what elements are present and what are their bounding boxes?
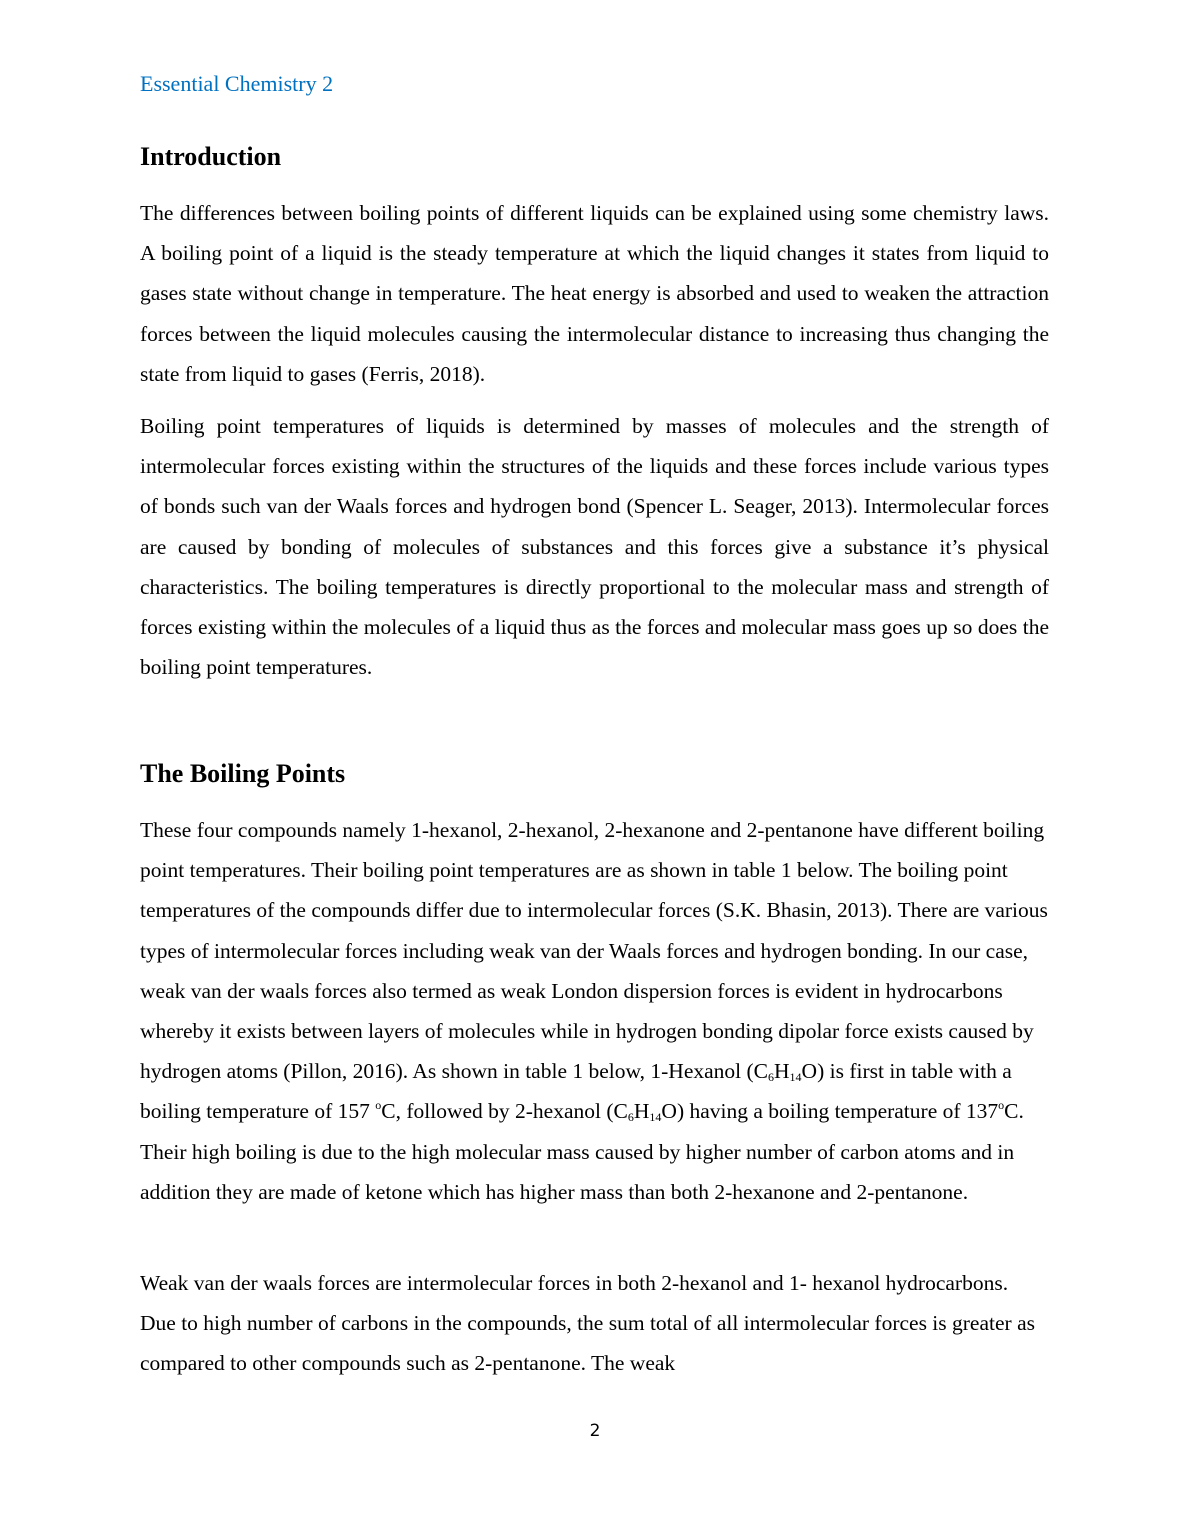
formula-subscript: 6 [627,1110,634,1125]
heading-boiling-points: The Boiling Points [140,759,346,788]
degree-mark: o [998,1098,1005,1113]
formula-subscript: 6 [768,1070,775,1085]
page-number: 2 [589,1421,601,1441]
paragraph-text-segment: C, followed by 2-hexanol ( [381,1099,614,1124]
boiling-points-paragraph-2: Weak van der waals forces are intermolecular forces in both 2-hexanol and 1- hexanol hydrocarbons. Due to high number of carbons in the compounds, the sum total of all intermolecular forces is greater as compared to other compounds such as 2-pentanone. The weak [140,1271,1035,1376]
running-header: Essential Chemistry 2 [140,71,334,96]
heading-introduction: Introduction [140,142,282,171]
formula-1-hexanol [754,1059,817,1083]
formula-element: H [774,1059,790,1084]
paragraph-text-segment: C. Their high boiling is due to the high molecular mass caused by higher number of carbon atoms and in addition they are made of ketone which has higher mass than both 2-hexanone and 2-pentanone. [140,1099,1024,1204]
intro-paragraph-2: Boiling point temperatures of liquids is determined by masses of molecules and the strength of intermolecular forces existing within the structures of the liquids and these forces include various types of bonds such van der Waals forces and hydrogen bond (Spencer L. Seager, 2013). Intermolecular forces are caused by bonding of molecules of substances and this forces give a substance it’s physical characteristics. The boiling temperatures is directly proportional to the molecular mass and strength of forces existing within the molecules of a liquid thus as the forces and molecular mass goes up so does the boiling point temperatures. [140,414,1049,680]
formula-element: C [753,1059,769,1084]
intro-paragraph-1: The differences between boiling points of different liquids can be explained using some chemistry laws. A boiling point of a liquid is the steady temperature at which the liquid changes it states from liquid to gases state without change in temperature. The heat energy is absorbed and used to weaken the attraction forces between the liquid molecules causing the intermolecular distance to increasing thus changing the state from liquid to gases (Ferris, 2018). [140,201,1049,386]
formula-2-hexanol [614,1099,677,1123]
paragraph-text-segment: These four compounds namely 1-hexanol, 2-hexanol, 2-hexanone and 2-pentanone have different boiling point temperatures. Their boiling point temperatures are as shown in table 1 below. The boiling point temperatures of the compounds differ due to intermolecular forces (S.K. Bhasin, 2013). There are various types of intermolecular forces including weak van der Waals forces and hydrogen bonding. In our case, weak van der waals forces also termed as weak London dispersion forces is evident in hydrocarbons whereby it exists between layers of molecules while in hydrogen bonding dipolar force exists caused by hydrogen atoms (Pillon, 2016). As shown in table 1 below, 1-Hexanol ( [140,818,1048,1084]
formula-element: H [633,1099,650,1124]
formula-element: O [801,1059,818,1084]
boiling-points-paragraph-1 [140,810,1049,1212]
formula-element: C [613,1099,628,1124]
formula-element: O [661,1099,677,1124]
degree-mark: o [375,1098,382,1113]
formula-subscript: 14 [789,1070,802,1085]
paragraph-text-segment: ) having a boiling temperature of 137 [676,1099,999,1124]
paragraph-text-segment: ) is first in table with a boiling temperature of 157 [140,1059,1012,1124]
formula-subscript: 14 [649,1110,662,1125]
